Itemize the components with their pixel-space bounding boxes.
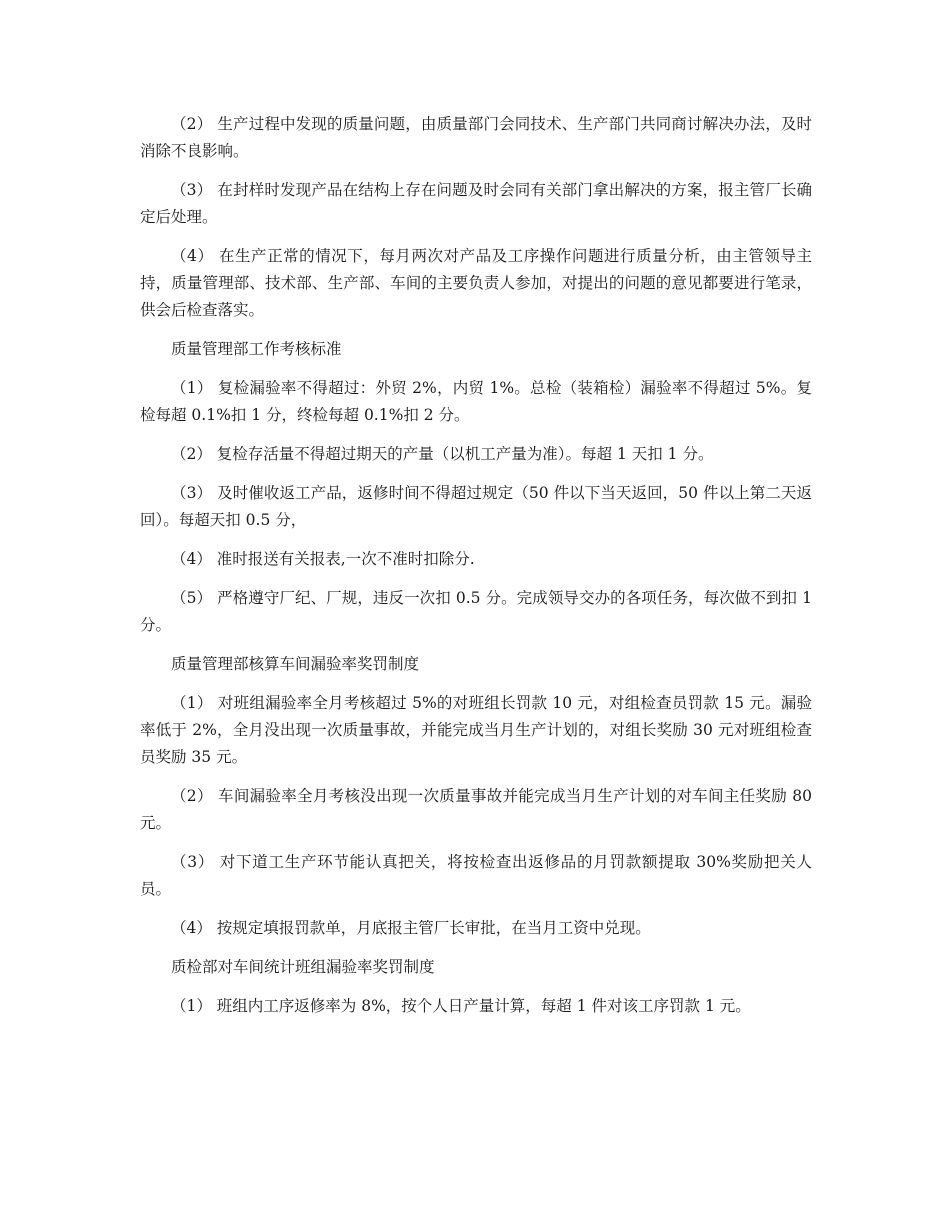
- paragraph-rework-collection: （3） 及时催收返工产品，返修时间不得超过规定（50 件以下当天返回，50 件以上第二天返回）。每超天扣 0.5 分，: [140, 484, 812, 529]
- section-heading-workshop-reward-penalty: 质量管理部核算车间漏验率奖罚制度: [171, 655, 420, 673]
- paragraph-fine-form-procedure: （4） 按规定填报罚款单，月底报主管厂长审批，在当月工资中兑现。: [171, 919, 651, 937]
- paragraph-downstream-check-reward: （3） 对下道工生产环节能认真把关，将按检查出返修品的月罚款额提取 30%奖励把关人员。: [140, 853, 812, 898]
- paragraph-team-rework-rate: （1） 班组内工序返修率为 8%，按个人日产量计算，每超 1 件对该工序罚款 1 元。: [171, 997, 751, 1015]
- section-heading-work-assessment: 质量管理部工作考核标准: [171, 340, 342, 358]
- paragraph-recheck-inventory: （2） 复检存活量不得超过期天的产量（以机工产量为准）。每超 1 天扣 1 分。: [171, 445, 714, 463]
- paragraph-quality-issue-resolution: （2） 生产过程中发现的质量问题，由质量部门会同技术、生产部门共同商讨解决办法，及时消除不良影响。: [140, 115, 812, 160]
- paragraph-team-missed-rate-penalty: （1） 对班组漏验率全月考核超过 5%的对班组长罚款 10 元，对组检查员罚款 15 元。漏验率低于 2%，全月没出现一次质量事故，并能完成当月生产计划的，对组长奖励 30 元对班组检查员奖励 35 元。: [140, 694, 812, 766]
- paragraph-discipline-rules: （5） 严格遵守厂纪、厂规，违反一次扣 0.5 分。完成领导交办的各项任务，每次做不到扣 1 分。: [140, 589, 812, 634]
- paragraph-missed-inspection-rate: （1） 复检漏验率不得超过：外贸 2%，内贸 1%。总检（装箱检）漏验率不得超过 5%。复检每超 0.1%扣 1 分，终检每超 0.1%扣 2 分。: [140, 379, 812, 424]
- paragraph-monthly-quality-analysis: （4） 在生产正常的情况下，每月两次对产品及工序操作问题进行质量分析，由主管领导主持，质量管理部、技术部、生产部、车间的主要负责人参加，对提出的问题的意见都要进行笔录，供会后检查落实。: [140, 247, 812, 319]
- section-heading-team-statistics: 质检部对车间统计班组漏验率奖罚制度: [171, 958, 435, 976]
- document-body: [140, 111, 812, 1032]
- paragraph-sample-structure-issue: （3） 在封样时发现产品在结构上存在问题及时会同有关部门拿出解决的方案，报主管厂长确定后处理。: [140, 181, 812, 226]
- paragraph-workshop-director-reward: （2） 车间漏验率全月考核没出现一次质量事故并能完成当月生产计划的对车间主任奖励 80 元。: [140, 787, 812, 832]
- paragraph-report-submission: （4） 准时报送有关报表,一次不准时扣除分.: [171, 550, 475, 568]
